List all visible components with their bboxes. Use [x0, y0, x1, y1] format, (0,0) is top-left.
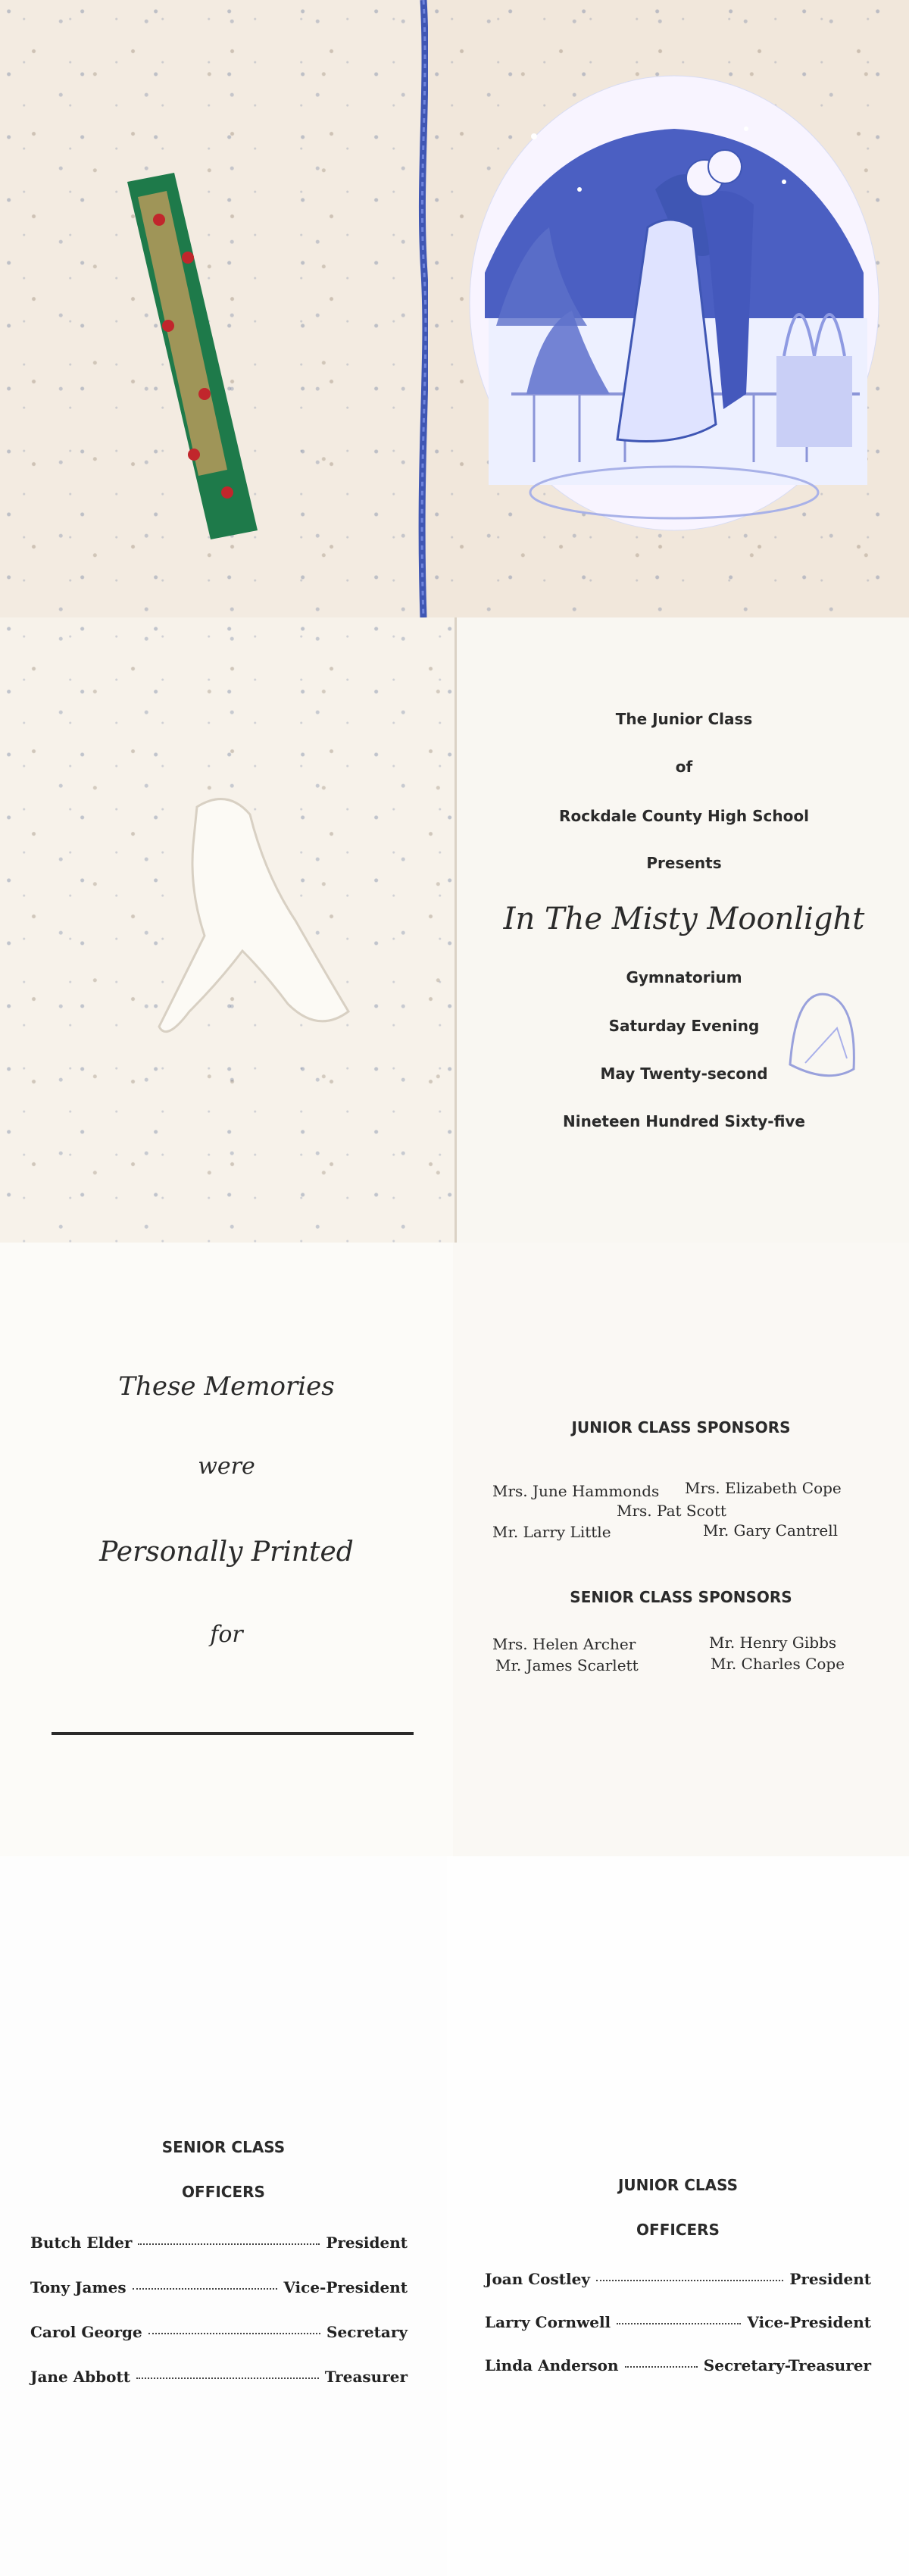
memories-page — [0, 1243, 455, 1856]
officer-role: Treasurer — [324, 2368, 408, 2386]
junior-officer-row-3 — [485, 2356, 871, 2374]
embossed-dancers — [0, 617, 454, 1243]
junior-heading-line-2: OFFICERS — [636, 2221, 720, 2239]
senior-officers-page — [0, 1856, 448, 2576]
senior-sponsor-4: Mr. Charles Cope — [711, 1655, 845, 1673]
junior-sponsor-3: Mrs. Pat Scott — [617, 1502, 726, 1520]
senior-officer-row-1 — [30, 2234, 408, 2252]
officer-name: Jane Abbott — [30, 2368, 130, 2386]
junior-officer-row-1 — [485, 2270, 871, 2288]
senior-sponsor-1: Mrs. Helen Archer — [492, 1635, 636, 1653]
memories-line-4: for — [210, 1621, 243, 1648]
school-name: Rockdale County High School — [559, 807, 809, 825]
dot-leader — [148, 2333, 320, 2334]
event-date: May Twenty-second — [600, 1064, 768, 1083]
presents-line: Presents — [646, 854, 722, 872]
dot-leader — [136, 2377, 319, 2379]
junior-sponsor-4: Mr. Larry Little — [492, 1523, 611, 1541]
holly-ribbon-decoration — [0, 0, 420, 617]
dot-leader — [138, 2243, 320, 2245]
event-day: Saturday Evening — [608, 1017, 760, 1035]
junior-officer-row-2 — [485, 2313, 871, 2331]
back-cover — [0, 0, 420, 617]
dot-leader — [133, 2288, 278, 2290]
memories-line-1: These Memories — [118, 1371, 335, 1402]
officer-role: Vice-President — [283, 2278, 408, 2296]
senior-officer-row-4 — [30, 2368, 408, 2386]
senior-officer-row-3 — [30, 2323, 408, 2341]
officer-role: President — [789, 2270, 871, 2288]
officer-role: Secretary-Treasurer — [703, 2356, 871, 2374]
officer-role: Secretary — [326, 2323, 408, 2341]
junior-sponsor-2: Mrs. Elizabeth Cope — [685, 1479, 842, 1497]
officer-name: Linda Anderson — [485, 2356, 619, 2374]
junior-sponsors-heading: JUNIOR CLASS SPONSORS — [571, 1418, 791, 1436]
officer-name: Butch Elder — [30, 2234, 133, 2252]
officer-name: Larry Cornwell — [485, 2313, 611, 2331]
dot-leader — [617, 2323, 741, 2324]
event-theme: In The Misty Moonlight — [503, 902, 865, 936]
venue: Gymnatorium — [626, 968, 742, 986]
name-line — [52, 1732, 414, 1735]
dot-leader — [625, 2366, 698, 2368]
officer-name: Joan Costley — [485, 2270, 590, 2288]
senior-sponsor-2: Mr. Henry Gibbs — [709, 1633, 837, 1652]
front-cover — [428, 0, 909, 617]
card-front-spread — [0, 0, 909, 617]
event-year: Nineteen Hundred Sixty-five — [562, 1112, 805, 1130]
senior-sponsor-3: Mr. James Scarlett — [495, 1656, 639, 1674]
officer-name: Carol George — [30, 2323, 142, 2341]
officers-spread — [0, 1856, 909, 2576]
memories-spread — [0, 1243, 909, 1856]
officer-name: Tony James — [30, 2278, 127, 2296]
junior-sponsor-5: Mr. Gary Cantrell — [703, 1521, 839, 1540]
officer-role: Vice-President — [747, 2313, 871, 2331]
presenter-line-1: The Junior Class — [615, 710, 753, 728]
inside-cover-spread — [0, 617, 909, 1243]
memories-line-2: were — [198, 1453, 255, 1480]
senior-officer-row-2 — [30, 2278, 408, 2296]
junior-heading-line-1: JUNIOR CLASS — [617, 2176, 739, 2194]
program-title-page — [454, 617, 909, 1243]
dancing-couple-illustration — [428, 0, 909, 617]
memories-line-3: Personally Printed — [99, 1537, 354, 1568]
senior-heading-line-1: SENIOR CLASS — [161, 2138, 286, 2156]
sponsors-page — [453, 1243, 909, 1856]
senior-heading-line-2: OFFICERS — [182, 2183, 265, 2201]
officer-role: President — [326, 2234, 408, 2252]
senior-sponsors-heading: SENIOR CLASS SPONSORS — [570, 1588, 792, 1606]
embossed-page — [0, 617, 454, 1243]
presenter-line-2: of — [675, 758, 693, 776]
ink-stamp — [782, 974, 873, 1095]
dot-leader — [596, 2280, 783, 2281]
junior-sponsor-1: Mrs. June Hammonds — [492, 1482, 660, 1500]
junior-officers-page — [447, 1856, 909, 2576]
